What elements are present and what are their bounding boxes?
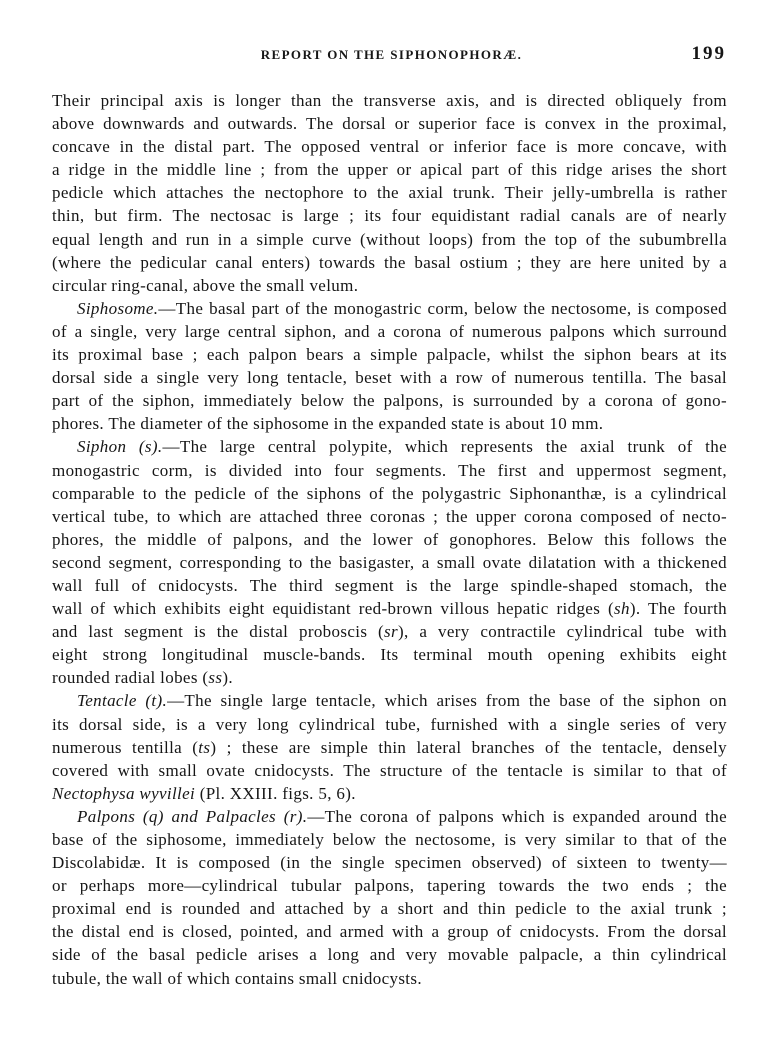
species-name: Nectophysa wyvillei: [52, 783, 196, 803]
text-line: its dorsal side, is a very long cylindrical tube, furnished with a single series of very: [52, 714, 727, 734]
text-line: monogastric corm, is divided into four segments. The first and uppermost segment,: [52, 460, 727, 480]
text-line: proximal end is rounded and attached by a short and thin pedicle to the axial trunk ;: [52, 899, 727, 919]
text-line: base of the siphosome, immediately below the nectosome, is very similar to that of the: [52, 830, 727, 849]
text-line: [52, 620, 727, 643]
text-line: equal length and run in a simple curve (without loops) from the top of the subumbrella: [52, 229, 727, 249]
text-line: side of the basal pedicle arises a long and very movable palpacle, a thin cylindrical: [52, 945, 727, 965]
text-line: Their principal axis is longer than the transverse axis, and is directed obliquely from: [52, 91, 727, 110]
text-run: ) ; these are simple thin lateral branches of the tentacle, densely: [210, 737, 727, 757]
text-run: —The corona of palpons which is expanded around the: [307, 806, 727, 826]
text-line: its proximal base ; each palpon bears a simple palpacle, whilst the siphon bears at its: [52, 345, 727, 365]
text-line: phores, the middle of palpons, and the lower of gonophores. Below this follows the: [52, 529, 727, 549]
text-line: [52, 597, 727, 620]
section-heading-palpons: Palpons (q) and Palpacles (r).: [77, 806, 308, 826]
text-run: wall of which exhibits eight equidistant red-brown villous hepatic ridges (: [52, 599, 615, 619]
text-run: ), a very contractile cylindrical tube with: [397, 622, 727, 642]
section-heading-tentacle: Tentacle (t).: [77, 691, 168, 711]
text-run: (Pl. XXIII. figs. 5, 6).: [195, 783, 356, 803]
text-run: —The basal part of the monogastric corm, below the nectosome, is composed: [158, 298, 727, 318]
text-line: [52, 805, 727, 828]
paragraph-siphosome: [52, 297, 727, 436]
figure-label: sh: [614, 599, 630, 619]
text-line: Discolabidæ. It is composed (in the single specimen observed) of sixteen to twenty—: [52, 853, 727, 873]
text-line: [52, 782, 727, 805]
text-line: above downwards and outwards. The dorsal or superior face is convex in the proximal,: [52, 114, 727, 134]
text-line: concave in the distal part. The opposed ventral or inferior face is more concave, with: [52, 137, 727, 157]
text-line: a ridge in the middle line ; from the upper or apical part of this ridge arises the short: [52, 160, 727, 180]
text-run: numerous tentilla (: [52, 737, 199, 757]
text-line: wall full of cnidocysts. The third segment is the large spindle-shaped stomach, the: [52, 575, 727, 595]
text-line: part of the siphon, immediately below the palpons, is surrounded by a corona of gono-: [52, 391, 727, 411]
text-line: second segment, corresponding to the basigaster, a small ovate dilatation with a thickened: [52, 552, 727, 572]
text-line: [52, 736, 727, 759]
text-line: vertical tube, to which are attached three coronas ; the upper corona composed of necto-: [52, 506, 727, 526]
text-line: the distal end is closed, pointed, and armed with a group of cnidocysts. From the dorsal: [52, 922, 727, 942]
text-line: [52, 435, 727, 458]
text-run: —The single large tentacle, which arises from the base of the siphon on: [167, 691, 727, 711]
text-line: thin, but firm. The nectosac is large ; its four equidistant radial canals are of nearly: [52, 206, 727, 226]
figure-label: sr: [384, 622, 398, 642]
paragraph-siphon: [52, 435, 727, 689]
paragraph-palpons: [52, 805, 727, 990]
text-line: pedicle which attaches the nectophore to the axial trunk. Their jelly-umbrella is rather: [52, 183, 727, 203]
text-line: eight strong longitudinal muscle-bands. Its terminal mouth opening exhibits eight: [52, 645, 727, 665]
text-line: or perhaps more—cylindrical tubular palpons, tapering towards the two ends ; the: [52, 876, 727, 896]
text-line: dorsal side a single very long tentacle, beset with a row of numerous tentilla. The basal: [52, 368, 727, 388]
text-line: [52, 689, 727, 712]
text-run: ).: [222, 668, 233, 688]
running-title: REPORT ON THE SIPHONOPHORÆ.: [260, 47, 523, 62]
page-number: 199: [691, 43, 726, 64]
body-text: [52, 89, 727, 990]
text-run: rounded radial lobes (: [52, 668, 209, 688]
text-line: [52, 666, 727, 689]
text-line: (where the pedicular canal enters) towards the basal ostium ; they are here united by a: [52, 252, 727, 272]
text-line: circular ring-canal, above the small velum.: [52, 275, 359, 295]
figure-label: ts: [198, 737, 211, 757]
text-line: tubule, the wall of which contains small cnidocysts.: [52, 968, 422, 988]
text-run: and last segment is the distal proboscis (: [52, 622, 385, 642]
section-heading-siphon: Siphon (s).: [77, 437, 163, 457]
figure-label: ss: [208, 668, 223, 688]
paragraph-tentacle: [52, 689, 727, 804]
text-line: of a single, very large central siphon, and a corona of numerous palpons which surround: [52, 321, 727, 341]
text-line: covered with small ovate cnidocysts. The structure of the tentacle is similar to that of: [52, 760, 727, 780]
paragraph-nectophore-description: [52, 89, 727, 297]
text-line: phores. The diameter of the siphosome in the expanded state is about 10 mm.: [52, 414, 604, 434]
text-line: [52, 297, 727, 320]
running-head: [0, 0, 776, 80]
text-run: —The large central polypite, which represents the axial trunk of the: [162, 437, 727, 457]
text-run: ). The fourth: [629, 599, 727, 619]
section-heading-siphosome: Siphosome.: [77, 298, 159, 318]
text-line: comparable to the pedicle of the siphons of the polygastric Siphonanthæ, is a cylindrical: [52, 483, 727, 503]
